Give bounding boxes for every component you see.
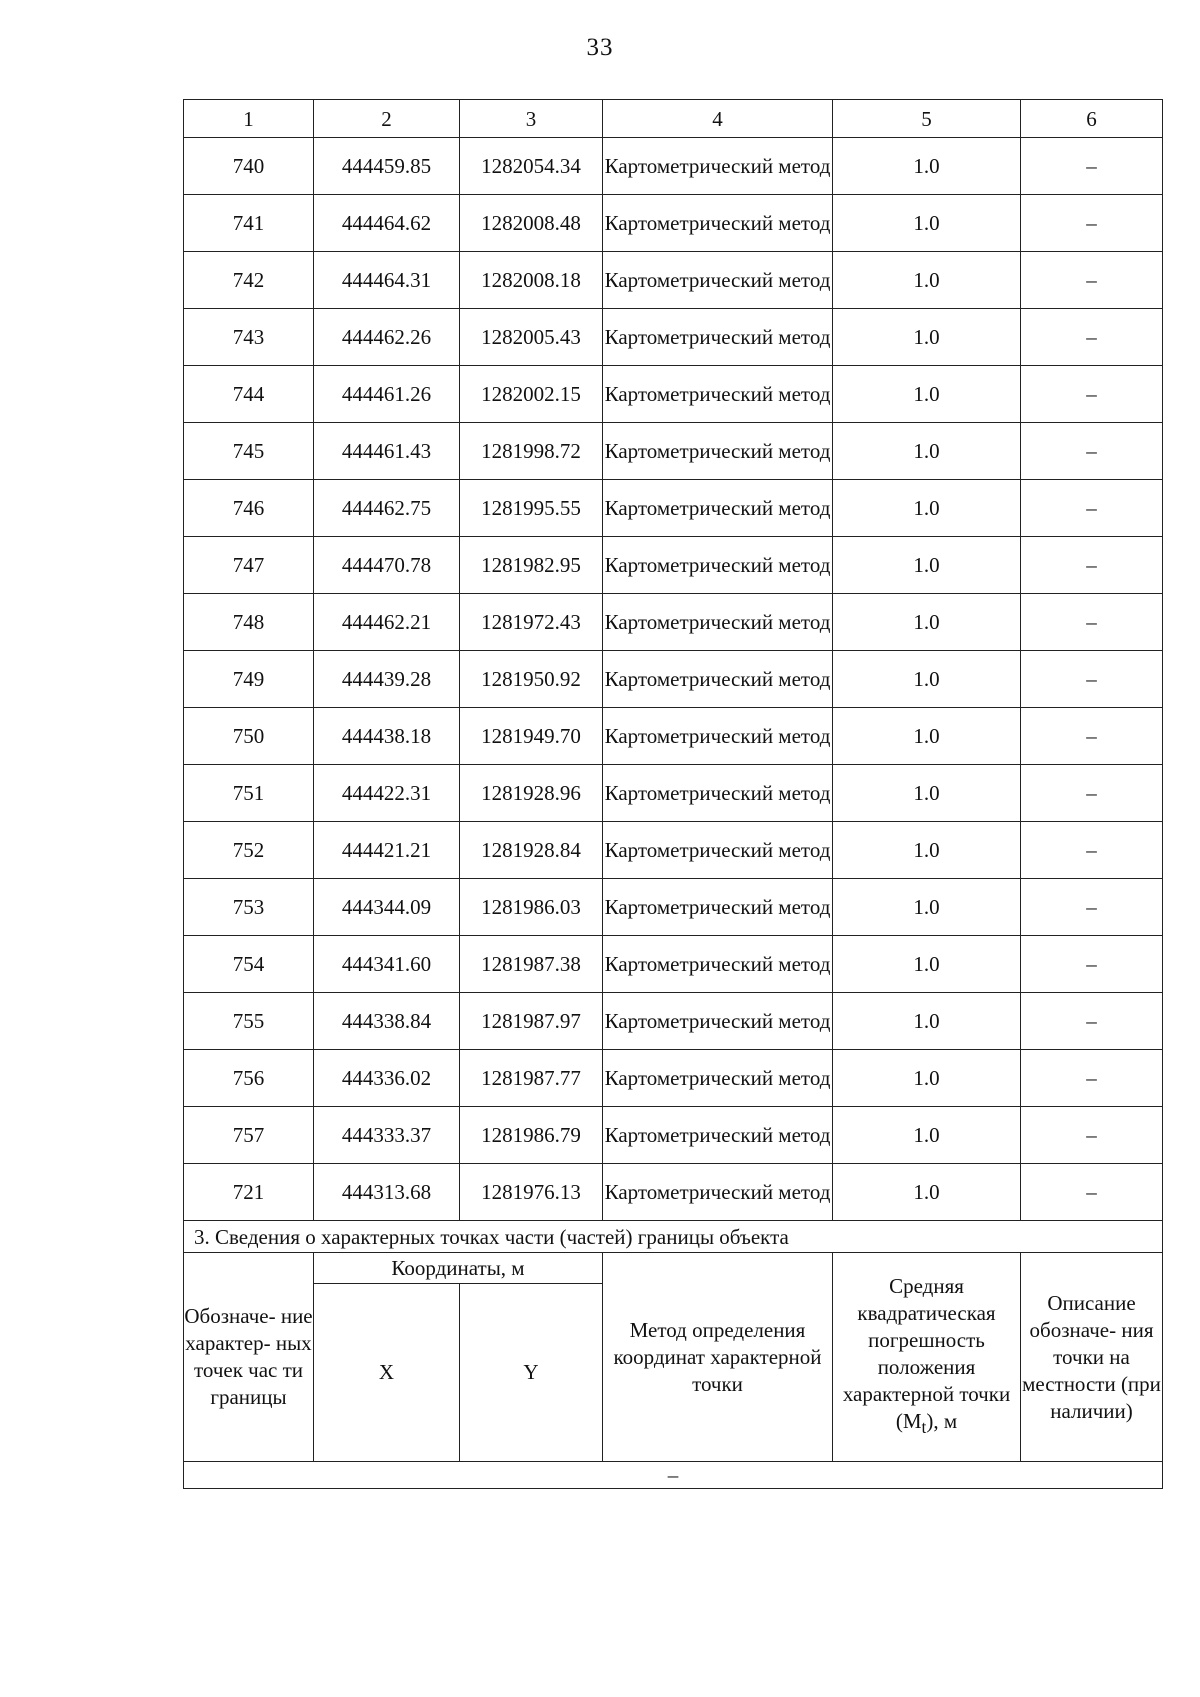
x-header: X [314, 1284, 460, 1462]
coord-x: 444459.85 [314, 138, 460, 195]
method: Картометрический метод [603, 1107, 833, 1164]
point-id: 757 [184, 1107, 314, 1164]
method: Картометрический метод [603, 1050, 833, 1107]
coord-x: 444461.43 [314, 423, 460, 480]
description: – [1021, 309, 1163, 366]
table-row [184, 138, 1163, 195]
table-row [184, 423, 1163, 480]
column-number-row [184, 100, 1163, 138]
point-id: 751 [184, 765, 314, 822]
method: Картометрический метод [603, 537, 833, 594]
coord-y: 1282008.48 [460, 195, 603, 252]
error-value: 1.0 [833, 423, 1021, 480]
column-number: 6 [1021, 100, 1163, 138]
coord-x: 444341.60 [314, 936, 460, 993]
table-row [184, 822, 1163, 879]
description: – [1021, 993, 1163, 1050]
description: – [1021, 765, 1163, 822]
point-id: 741 [184, 195, 314, 252]
table-row [184, 651, 1163, 708]
table-row [184, 879, 1163, 936]
method: Картометрический метод [603, 423, 833, 480]
point-id: 755 [184, 993, 314, 1050]
coord-y: 1281987.77 [460, 1050, 603, 1107]
error-header-subscript: t [921, 1417, 927, 1438]
coord-y: 1281998.72 [460, 423, 603, 480]
coord-y: 1282002.15 [460, 366, 603, 423]
point-id: 753 [184, 879, 314, 936]
column-number: 4 [603, 100, 833, 138]
description: – [1021, 252, 1163, 309]
column-number: 1 [184, 100, 314, 138]
coordinates-table [183, 99, 1163, 1489]
table-row [184, 765, 1163, 822]
error-value: 1.0 [833, 1164, 1021, 1221]
description: – [1021, 138, 1163, 195]
coord-y: 1281982.95 [460, 537, 603, 594]
point-id: 756 [184, 1050, 314, 1107]
point-id: 750 [184, 708, 314, 765]
coord-x: 444470.78 [314, 537, 460, 594]
table-row [184, 708, 1163, 765]
description: – [1021, 1107, 1163, 1164]
coord-x: 444464.62 [314, 195, 460, 252]
error-value: 1.0 [833, 366, 1021, 423]
point-id: 744 [184, 366, 314, 423]
method: Картометрический метод [603, 480, 833, 537]
method: Картометрический метод [603, 252, 833, 309]
coord-x: 444333.37 [314, 1107, 460, 1164]
section-3-header-row [184, 1253, 1163, 1284]
method: Картометрический метод [603, 936, 833, 993]
section-3-title: 3. Сведения о характерных точках части (частей) границы объекта [184, 1221, 1163, 1253]
method: Картометрический метод [603, 879, 833, 936]
coord-y: 1281987.38 [460, 936, 603, 993]
error-value: 1.0 [833, 1050, 1021, 1107]
table-row [184, 1050, 1163, 1107]
description: – [1021, 480, 1163, 537]
table-row [184, 252, 1163, 309]
table-row [184, 1107, 1163, 1164]
description: – [1021, 537, 1163, 594]
column-number: 5 [833, 100, 1021, 138]
description: – [1021, 366, 1163, 423]
coord-x: 444421.21 [314, 822, 460, 879]
method: Картометрический метод [603, 993, 833, 1050]
error-header-unit: ), м [926, 1408, 958, 1433]
point-id: 752 [184, 822, 314, 879]
method: Картометрический метод [603, 651, 833, 708]
coord-x: 444438.18 [314, 708, 460, 765]
coord-y: 1281986.03 [460, 879, 603, 936]
table-row [184, 936, 1163, 993]
coord-y: 1281995.55 [460, 480, 603, 537]
table-row [184, 1164, 1163, 1221]
column-number: 2 [314, 100, 460, 138]
description: – [1021, 195, 1163, 252]
page-number: 33 [586, 34, 614, 61]
error-value: 1.0 [833, 879, 1021, 936]
description: – [1021, 1050, 1163, 1107]
method: Картометрический метод [603, 309, 833, 366]
error-header [833, 1253, 1021, 1462]
description: – [1021, 822, 1163, 879]
point-id: 749 [184, 651, 314, 708]
method: Картометрический метод [603, 138, 833, 195]
coord-x: 444461.26 [314, 366, 460, 423]
column-number: 3 [460, 100, 603, 138]
coordinates-header: Координаты, м [314, 1253, 603, 1284]
empty-value: – [184, 1462, 1163, 1489]
table-row [184, 366, 1163, 423]
point-id: 740 [184, 138, 314, 195]
table-row [184, 993, 1163, 1050]
description: – [1021, 1164, 1163, 1221]
y-header: Y [460, 1284, 603, 1462]
coord-y: 1282005.43 [460, 309, 603, 366]
coord-y: 1281928.96 [460, 765, 603, 822]
point-id: 742 [184, 252, 314, 309]
method-header: Метод определения координат характерной точки [603, 1253, 833, 1462]
table-row [184, 309, 1163, 366]
error-value: 1.0 [833, 594, 1021, 651]
error-value: 1.0 [833, 537, 1021, 594]
coord-y: 1281987.97 [460, 993, 603, 1050]
table-row [184, 480, 1163, 537]
coord-x: 444338.84 [314, 993, 460, 1050]
description: – [1021, 651, 1163, 708]
coord-y: 1282054.34 [460, 138, 603, 195]
error-value: 1.0 [833, 480, 1021, 537]
error-value: 1.0 [833, 765, 1021, 822]
method: Картометрический метод [603, 822, 833, 879]
description: – [1021, 423, 1163, 480]
description: – [1021, 879, 1163, 936]
coord-y: 1281976.13 [460, 1164, 603, 1221]
coord-x: 444422.31 [314, 765, 460, 822]
description: – [1021, 708, 1163, 765]
table-row [184, 537, 1163, 594]
section-3-title-row [184, 1221, 1163, 1253]
error-value: 1.0 [833, 936, 1021, 993]
point-id: 754 [184, 936, 314, 993]
error-value: 1.0 [833, 708, 1021, 765]
error-value: 1.0 [833, 651, 1021, 708]
method: Картометрический метод [603, 765, 833, 822]
point-id: 721 [184, 1164, 314, 1221]
error-value: 1.0 [833, 252, 1021, 309]
coord-x: 444462.26 [314, 309, 460, 366]
method: Картометрический метод [603, 594, 833, 651]
coord-x: 444336.02 [314, 1050, 460, 1107]
method: Картометрический метод [603, 708, 833, 765]
coord-y: 1281950.92 [460, 651, 603, 708]
method: Картометрический метод [603, 366, 833, 423]
section-3-empty-row [184, 1462, 1163, 1489]
error-value: 1.0 [833, 195, 1021, 252]
point-id: 747 [184, 537, 314, 594]
coord-y: 1281986.79 [460, 1107, 603, 1164]
point-id: 745 [184, 423, 314, 480]
coord-x: 444462.21 [314, 594, 460, 651]
coord-y: 1281949.70 [460, 708, 603, 765]
error-header-text: Средняя квадратическая погрешность положения характерной точки (M [842, 1273, 1011, 1433]
coord-y: 1281928.84 [460, 822, 603, 879]
coord-y: 1281972.43 [460, 594, 603, 651]
error-value: 1.0 [833, 993, 1021, 1050]
method: Картометрический метод [603, 1164, 833, 1221]
coord-x: 444439.28 [314, 651, 460, 708]
point-designation-header: Обозначе- ние характер- ных точек час ти границы [184, 1253, 314, 1462]
description: – [1021, 594, 1163, 651]
point-id: 746 [184, 480, 314, 537]
table-row [184, 195, 1163, 252]
description-header: Описание обозначе- ния точки на местности (при наличии) [1021, 1253, 1163, 1462]
description: – [1021, 936, 1163, 993]
point-id: 743 [184, 309, 314, 366]
table-row [184, 594, 1163, 651]
error-value: 1.0 [833, 309, 1021, 366]
coord-y: 1282008.18 [460, 252, 603, 309]
point-id: 748 [184, 594, 314, 651]
error-value: 1.0 [833, 822, 1021, 879]
coord-x: 444313.68 [314, 1164, 460, 1221]
error-value: 1.0 [833, 1107, 1021, 1164]
method: Картометрический метод [603, 195, 833, 252]
coord-x: 444462.75 [314, 480, 460, 537]
coord-x: 444464.31 [314, 252, 460, 309]
coord-x: 444344.09 [314, 879, 460, 936]
error-value: 1.0 [833, 138, 1021, 195]
